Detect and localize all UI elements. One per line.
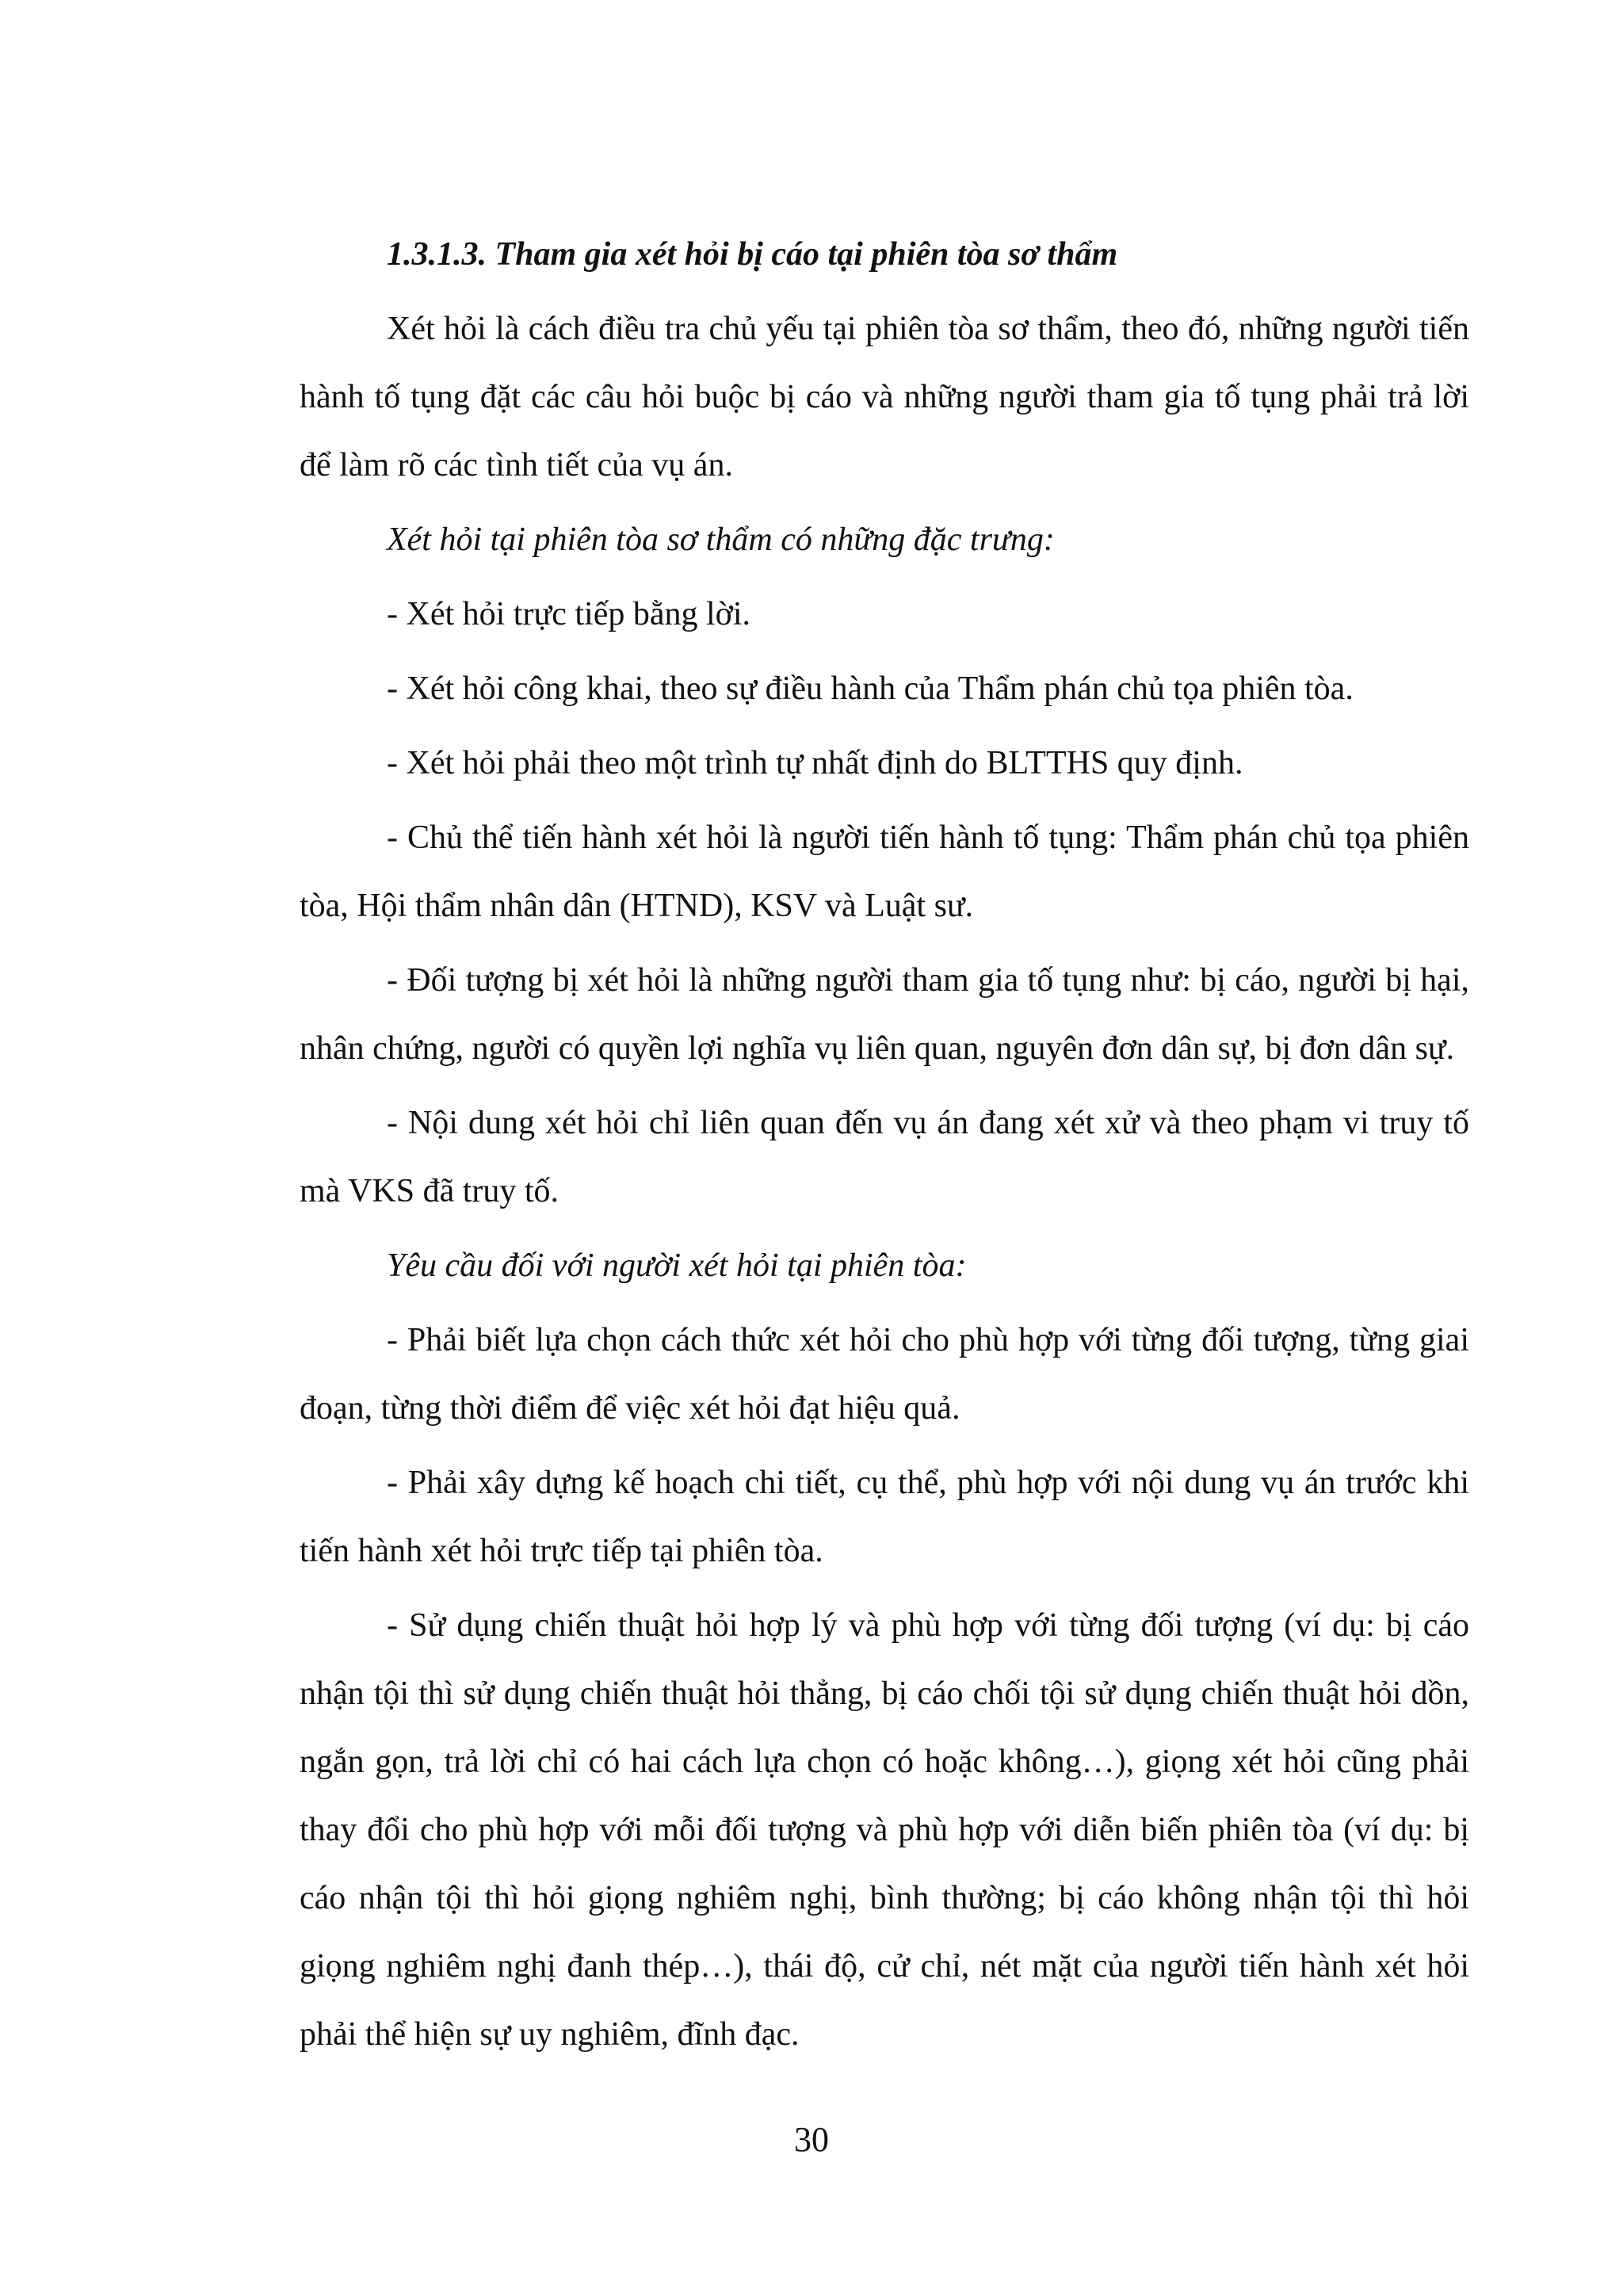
paragraph-4: - Xét hỏi công khai, theo sự điều hành của Thẩm phán chủ tọa phiên tòa. (387, 670, 1354, 707)
paragraph-2-italic: Xét hỏi tại phiên tòa sơ thẩm có những đặc trưng: (387, 521, 1055, 558)
paragraph-8: - Nội dung xét hỏi chỉ liên quan đến vụ án đang xét xử và theo phạm vi truy tố mà VKS đã truy tố. (300, 1105, 1469, 1209)
page-content (300, 220, 1469, 2075)
paragraph-5: - Xét hỏi phải theo một trình tự nhất định do BLTTHS quy định. (387, 745, 1243, 781)
paragraph-10: - Phải biết lựa chọn cách thức xét hỏi cho phù hợp với từng đối tượng, từng giai đoạn, từng thời điểm để việc xét hỏi đạt hiệu quả. (300, 1322, 1469, 1427)
paragraph-11: - Phải xây dựng kế hoạch chi tiết, cụ thể, phù hợp với nội dung vụ án trước khi tiến hành xét hỏi trực tiếp tại phiên tòa. (300, 1465, 1469, 1569)
page-number: 30 (794, 2120, 829, 2159)
section-heading: 1.3.1.3. Tham gia xét hỏi bị cáo tại phiên tòa sơ thẩm (387, 236, 1118, 273)
paragraph-12: - Sử dụng chiến thuật hỏi hợp lý và phù hợp với từng đối tượng (ví dụ: bị cáo nhận tội thì sử dụng chiến thuật hỏi thẳng, bị cáo chối tội sử dụng chiến thuật hỏi dồn, ngắn gọn, trả lời chỉ có hai cách lựa chọn có hoặc không…), giọng xét hỏi cũng phải thay đổi cho phù hợp với mỗi đối tượng và phù hợp với diễn biến phiên tòa (ví dụ: bị cáo nhận tội thì hỏi giọng nghiêm nghị, bình thường; bị cáo không nhận tội thì hỏi giọng nghiêm nghị đanh thép…), thái độ, cử chỉ, nét mặt của người tiến hành xét hỏi phải thể hiện sự uy nghiêm, đĩnh đạc. (300, 1607, 1469, 2053)
paragraph-7: - Đối tượng bị xét hỏi là những người tham gia tố tụng như: bị cáo, người bị hại, nhân chứng, người có quyền lợi nghĩa vụ liên quan, nguyên đơn dân sự, bị đơn dân sự. (300, 962, 1469, 1067)
paragraph-3: - Xét hỏi trực tiếp bằng lời. (387, 596, 751, 632)
paragraph-9-italic: Yêu cầu đối với người xét hỏi tại phiên tòa: (387, 1247, 967, 1284)
paragraph-1: Xét hỏi là cách điều tra chủ yếu tại phiên tòa sơ thẩm, theo đó, những người tiến hành tố tụng đặt các câu hỏi buộc bị cáo và những người tham gia tố tụng phải trả lời để làm rõ các tình tiết của vụ án. (300, 311, 1469, 483)
paragraph-6: - Chủ thể tiến hành xét hỏi là người tiến hành tố tụng: Thẩm phán chủ tọa phiên tòa, Hội thẩm nhân dân (HTND), KSV và Luật sư. (300, 819, 1469, 924)
